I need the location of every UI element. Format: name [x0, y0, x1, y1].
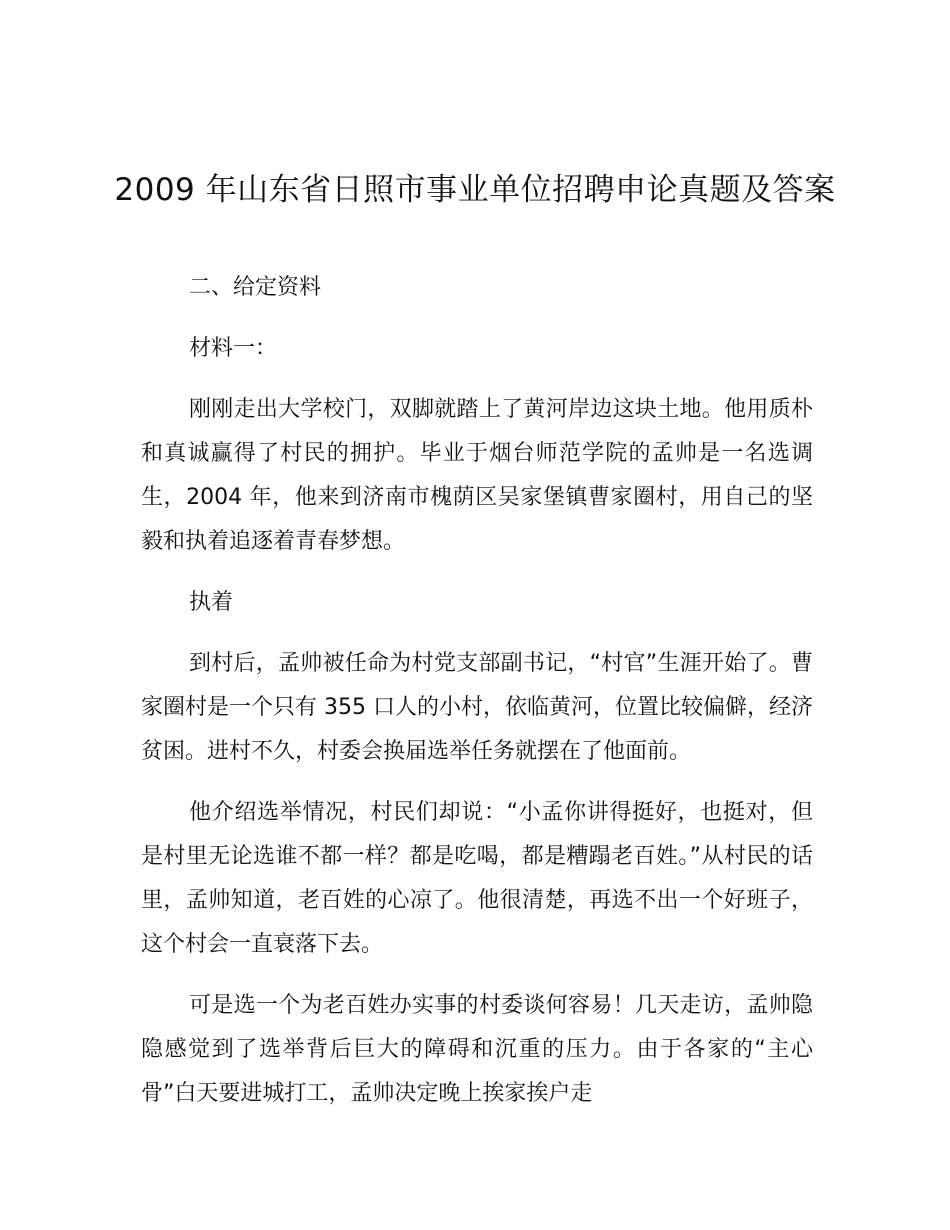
- paragraph: 刚刚走出大学校门，双脚就踏上了黄河岸边这块土地。他用质朴和真诚赢得了村民的拥护。毕业于烟台师范学院的孟帅是一名选调生，2004 年，他来到济南市槐荫区吴家堡镇曹家圈村，用自己的坚毅和执着追逐着青春梦想。: [141, 397, 813, 554]
- document-body: [141, 266, 813, 1133]
- material-label: 材料一：: [189, 336, 278, 361]
- paragraph: 到村后，孟帅被任命为村党支部副书记，“村官”生涯开始了。曹家圈村是一个只有 355 口人的小村，依临黄河，位置比较偏僻，经济贫困。进村不久，村委会换届选举任务就摆在了他面前。: [141, 651, 813, 764]
- paragraph: 可是选一个为老百姓办实事的村委谈何容易！几天走访，孟帅隐隐感觉到了选举背后巨大的障碍和沉重的压力。由于各家的“主心骨”白天要进城打工，孟帅决定晚上挨家挨户走: [141, 993, 813, 1106]
- paragraph: 他介绍选举情况，村民们却说：“小孟你讲得挺好，也挺对，但是村里无论选谁不都一样？都是吃喝，都是糟蹋老百姓。”从村民的话里，孟帅知道，老百姓的心凉了。他很清楚，再选不出一个好班子，这个村会一直衰落下去。: [141, 800, 813, 957]
- subheading: 执着: [189, 590, 234, 615]
- document-title: 2009 年山东省日照市事业单位招聘申论真题及答案: [114, 172, 836, 208]
- section-heading: 二、给定资料: [189, 275, 322, 300]
